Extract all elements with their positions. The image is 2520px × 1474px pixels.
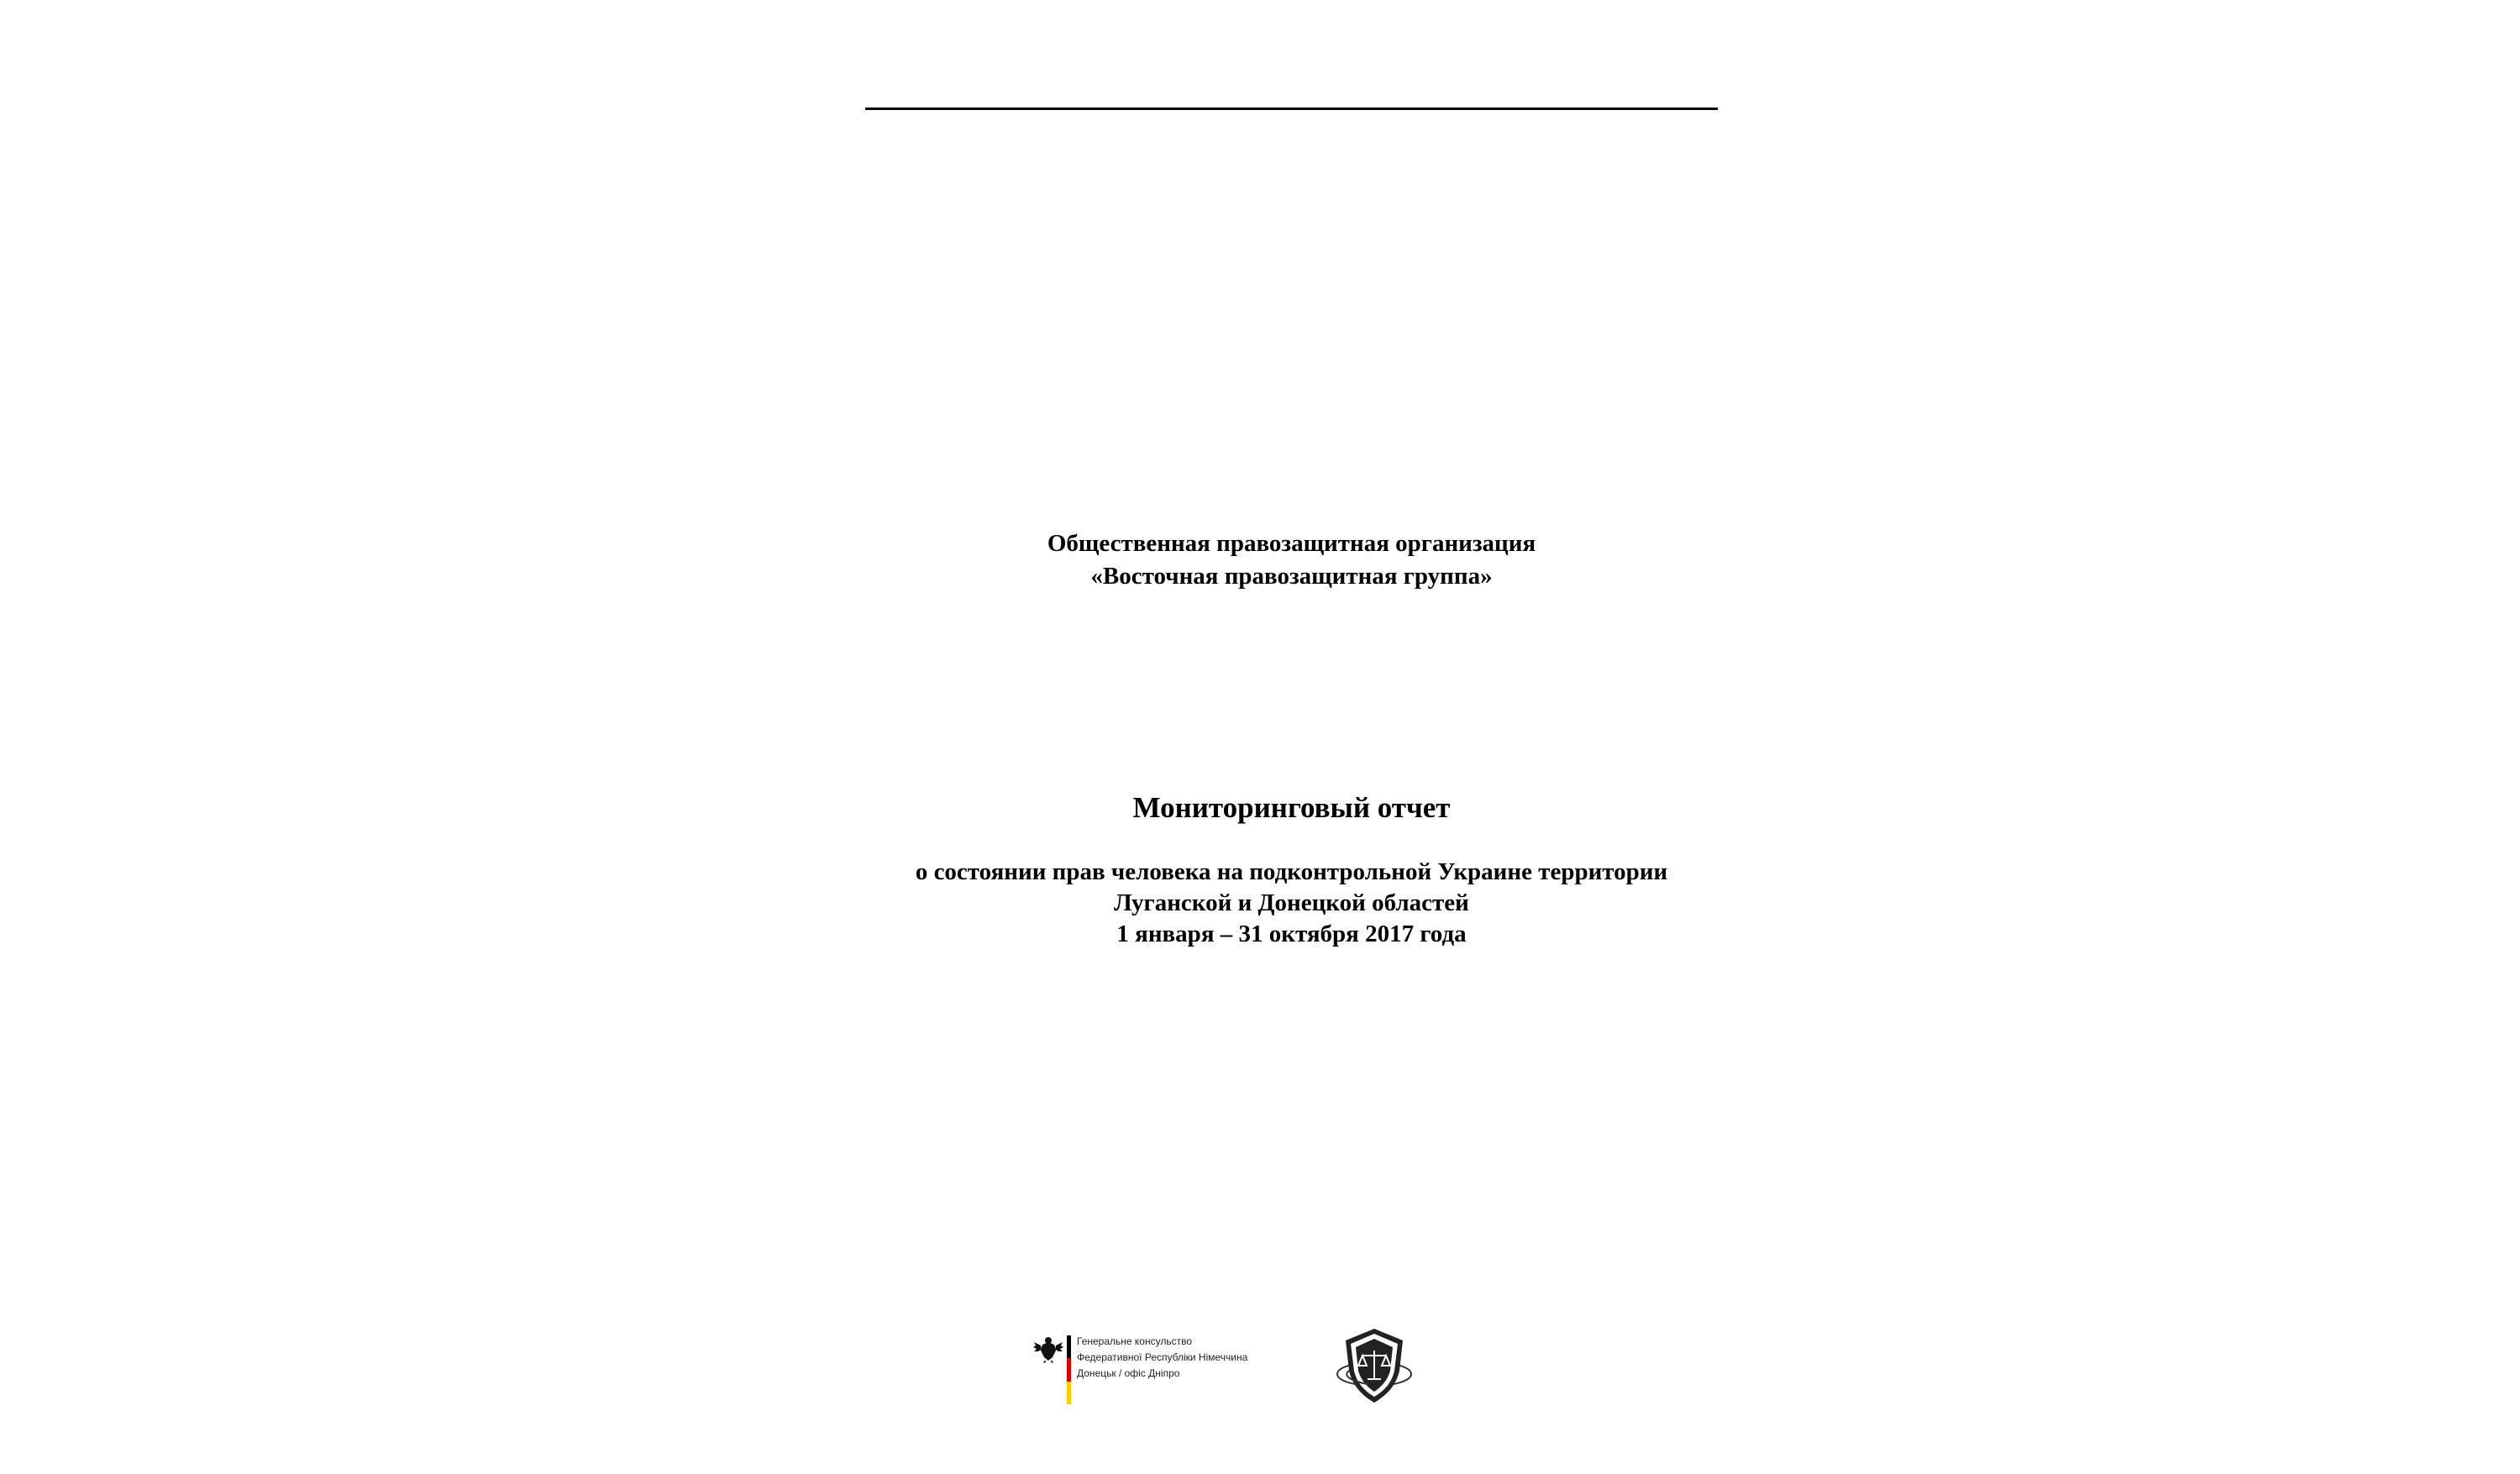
sponsor-logos — [1033, 1325, 1428, 1409]
report-subtitle — [798, 857, 1785, 950]
german-consulate-logo — [1033, 1325, 1277, 1406]
consulate-text-line: Федеративної Республіки Німеччина — [1077, 1351, 1248, 1363]
german-flag-bar — [1067, 1335, 1071, 1404]
consulate-text-line: Донецьк / офіс Дніпро — [1077, 1367, 1180, 1379]
consulate-text — [1077, 1334, 1247, 1382]
top-horizontal-rule — [865, 108, 1718, 110]
organization-type: Общественная правозащитная организация — [1047, 530, 1536, 557]
report-subtitle-line: Луганской и Донецкой областей — [1114, 889, 1469, 916]
organization-name: «Восточная правозащитная группа» — [1090, 563, 1493, 590]
report-title: Мониторинговый отчет — [1132, 791, 1451, 824]
german-eagle-icon — [1033, 1334, 1063, 1364]
report-period: 1 января – 31 октября 2017 года — [1116, 921, 1467, 947]
consulate-text-line: Генеральне консульство — [1077, 1335, 1192, 1347]
report-subtitle-line: о состоянии прав человека на подконтрольной Украине территории — [915, 858, 1668, 885]
organization-heading — [840, 527, 1743, 593]
shield-scales-icon — [1334, 1325, 1415, 1406]
